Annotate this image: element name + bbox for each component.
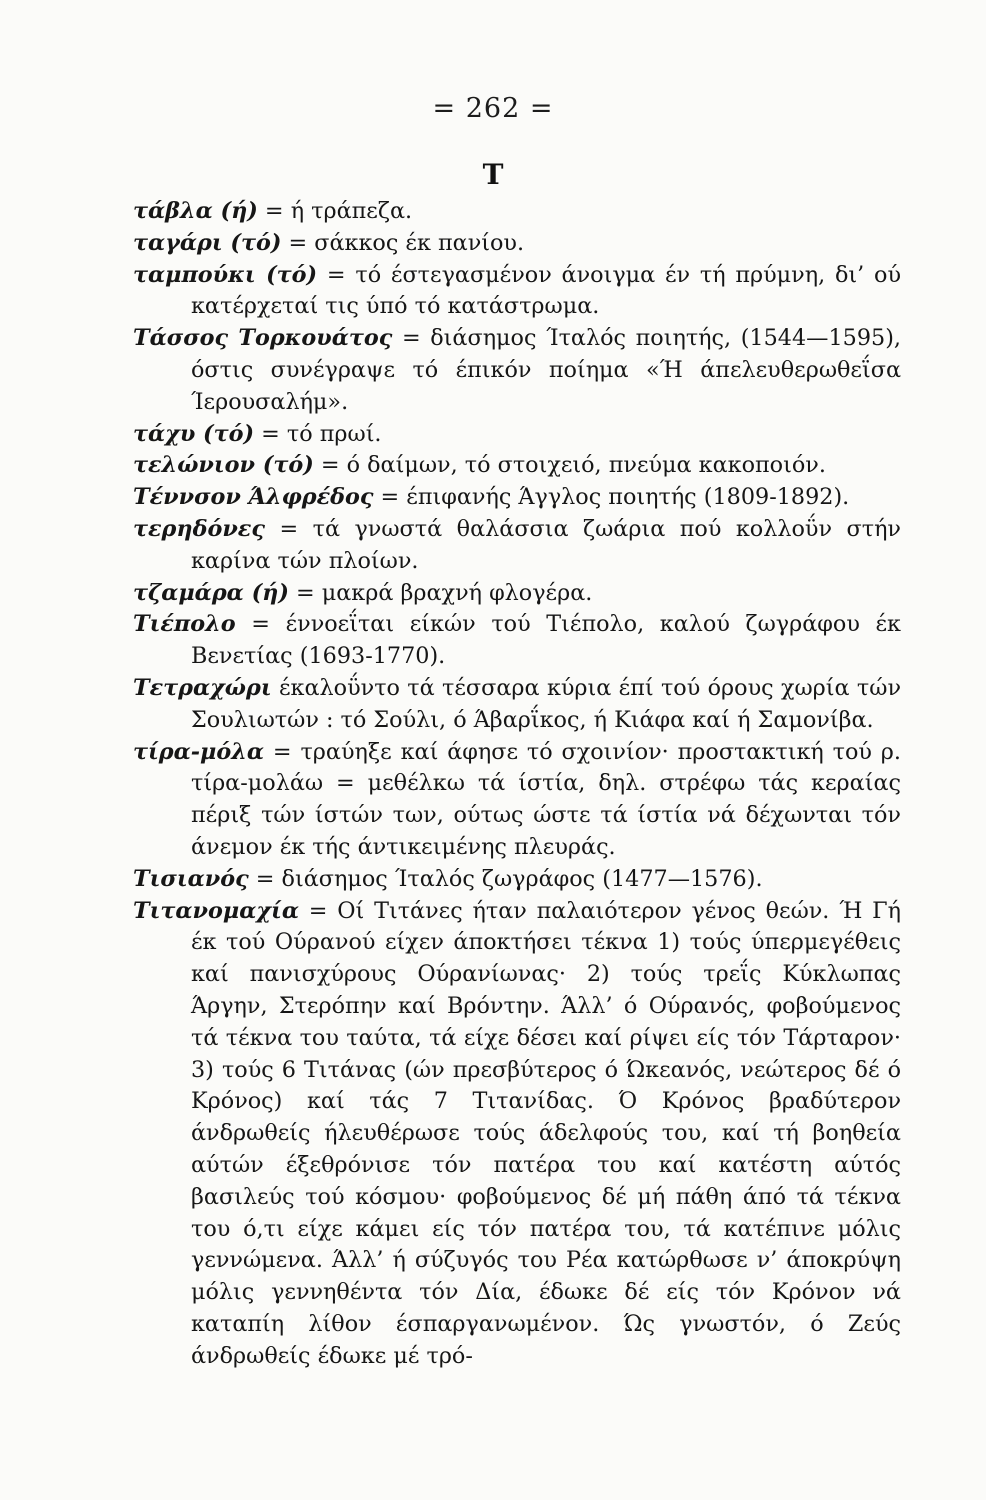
entry-term: τίρα-μόλα [133, 738, 265, 765]
entry-definition: = διάσημος Ίταλός ζωγράφος (1477—1576). [248, 865, 763, 892]
glossary-entry [133, 196, 901, 228]
glossary-entry [133, 737, 901, 864]
glossary-entry [133, 260, 901, 324]
entry-definition: = τά γνωστά θαλάσσια ζωάρια πού κολλοΰν στήν καρίνα τών πλοίων. [191, 515, 901, 574]
glossary-entry [133, 450, 901, 482]
entry-definition: = τό έστεγασμένον άνοιγμα έν τή πρύμνη, δι’ ού κατέρχεταί τις ύπό τό κατάστρωμα. [191, 261, 901, 320]
glossary-entry [133, 578, 901, 610]
entry-definition: = διάσημος Ίταλός ποιητής, (1544—1595), όστις συνέγραψε τό έπικόν ποίημα «Ή άπελευθερωθεΐσα Ίερουσαλήμ». [191, 325, 901, 415]
glossary-entry [133, 514, 901, 578]
entry-definition: = μακρά βραχνή φλογέρα. [288, 579, 593, 606]
entry-term: Τισιανός [133, 865, 249, 892]
entry-definition: = έπιφανής Άγγλος ποιητής (1809-1892). [373, 484, 850, 511]
glossary-entry [133, 896, 901, 1373]
entry-definition: = ό δαίμων, τό στοιχειό, πνεύμα κακοποιόν. [313, 452, 826, 479]
entry-term: τάβλα (ή) [133, 198, 258, 224]
entry-definition: = σάκκος έκ πανίου. [281, 229, 525, 256]
entry-term: τελώνιον (τό) [133, 452, 314, 479]
entry-definition: = Οί Τιτάνες ήταν παλαιότερον γένος θεών. Ή Γή έκ τού Ούρανού είχεν άποκτήσει τέκνα 1) τούς ύπερμεγέθεις καί πανισχύρους Ούρανίωνας· 2) τούς τρεΐς Κύκλωπας Άργην, Στερόπην καί Βρόντην. Άλλ’ ό Ούρανός, φοβούμενος τά τέκνα του ταύτα, τά είχε δέσει καί ρίψει είς τόν Τάρταρον· 3) τούς 6 Τιτάνας (ών πρεσβύτερος ό Ώκεανός, νεώτερος δέ ό Κρόνος) καί τάς 7 Τιτανίδας. Ό Κρόνος βραδύτερον άνδρωθείς ήλευθέρωσε τούς άδελφούς του, καί τή βοηθεία αύτών έξεθρόνισε τόν πατέρα του καί κατέστη αύτός βασιλεύς τού κόσμου· φοβούμενος δέ μή πάθη άπό τά τέκνα του ό,τι είχε κάμει είς τόν πατέρα του, τά κατέπινε μόλις γεννώμενα. Άλλ’ ή σύζυγός του Ρέα κατώρθωσε ν’ άποκρύψη μόλις γεννηθέντα τόν Δία, έδωκε δέ είς τόν Κρόνον νά καταπίη λίθον έσπαργανωμένον. Ώς γνωστόν, ό Ζεύς άνδρωθείς έδωκε μέ τρό- [191, 897, 901, 1369]
page-number: = 262 = [432, 93, 554, 124]
glossary-entry [133, 228, 901, 260]
entry-term: Τάσσος Τορκουάτος [133, 325, 393, 352]
entry-term: Τιέπολο [133, 611, 236, 638]
entry-definition: = έννοεΐται είκών τού Τιέπολο, καλού ζωγράφου έκ Βενετίας (1693-1770). [191, 611, 901, 670]
glossary-entry [133, 419, 901, 451]
entry-definition: = τραύηξε καί άφησε τό σχοινίον· προστακτική τού ρ. τίρα-μολάω = μεθέλκω τά ίστία, δηλ. στρέφω τάς κεραίας πέριξ τών ίστών των, ούτως ώστε τά ίστία νά δέχωνται τόν άνεμον έκ τής άντικειμένης πλευράς. [191, 738, 901, 860]
entry-term: τάχυ (τό) [133, 420, 255, 447]
entry-term: τζαμάρα (ή) [133, 579, 289, 606]
glossary-entry [133, 323, 901, 418]
entry-term: τερηδόνες [133, 515, 265, 542]
entry-term: ταμπούκι (τό) [133, 261, 318, 288]
entry-term: Τιτανομαχία [133, 897, 299, 924]
entry-definition: = ή τράπεζα. [257, 198, 413, 224]
entry-term: Τέννσον Άλφρέδος [133, 484, 374, 511]
entry-definition: έκαλοΰντο τά τέσσαρα κύρια έπί τού όρους χωρία τών Σουλιωτών : τό Σούλι, ό Άβαρΐκος, ή Κιάφα καί ή Σαμονίβα. [191, 674, 901, 733]
glossary-entry [133, 482, 901, 514]
section-letter: Τ [482, 158, 504, 191]
glossary-entry [133, 673, 901, 737]
entry-definition: = τό πρωί. [254, 420, 382, 447]
glossary-entry [133, 864, 901, 896]
glossary-entry [133, 609, 901, 673]
entry-term: ταγάρι (τό) [133, 229, 282, 256]
entry-term: Τετραχώρι [133, 674, 272, 701]
glossary-entries [133, 196, 901, 1372]
